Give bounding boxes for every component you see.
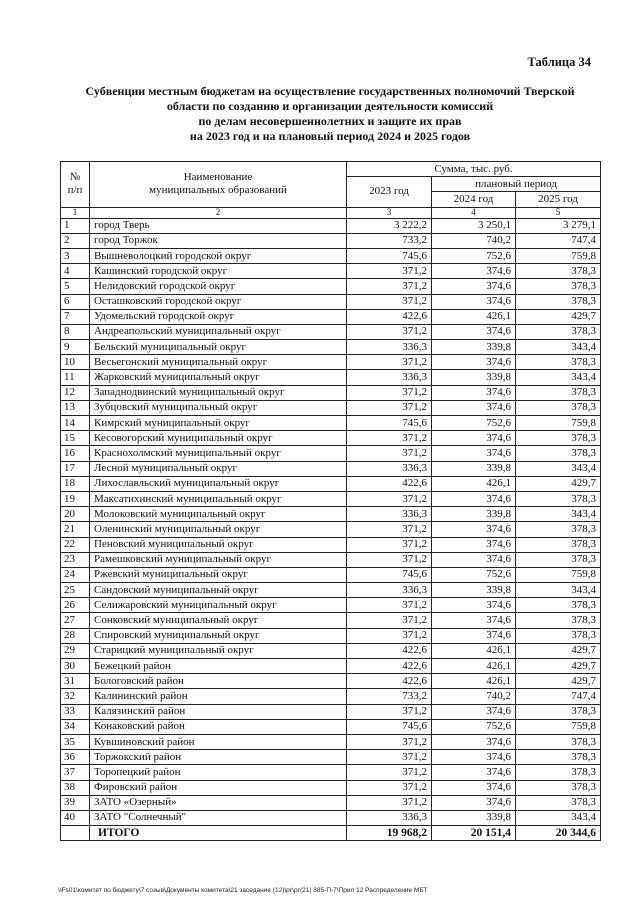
table-row [61,431,601,446]
total-2023: 19 968,2 [347,826,432,841]
municipality-name: Рамешковский муниципальный округ [90,552,347,567]
amount-2025: 378,3 [516,431,601,446]
amount-2023: 371,2 [347,400,432,415]
amount-2025: 429,7 [516,309,601,324]
table-row [61,233,601,248]
row-number: 38 [61,780,90,795]
municipality-name: Бельский муниципальный округ [90,340,347,355]
row-number: 28 [61,628,90,643]
row-number: 20 [61,507,90,522]
amount-2025: 378,3 [516,294,601,309]
amount-2023: 422,6 [347,659,432,674]
municipality-name: Сандовский муниципальный округ [90,583,347,598]
amount-2023: 336,3 [347,370,432,385]
amount-2024: 426,1 [432,659,516,674]
document-title [40,84,620,144]
row-number: 22 [61,537,90,552]
amount-2024: 374,6 [432,598,516,613]
amount-2024: 374,6 [432,734,516,749]
table-row [61,340,601,355]
row-number: 37 [61,765,90,780]
amount-2024: 374,6 [432,613,516,628]
municipality-name: Кесовогорский муниципальный округ [90,431,347,446]
column-number: 4 [432,207,516,218]
amount-2023: 733,2 [347,233,432,248]
table-row [61,400,601,415]
column-number: 3 [347,207,432,218]
amount-2023: 371,2 [347,734,432,749]
file-path-footer: \\Fs01\комитет по бюджету\7 созыв\Документы комитета\21 заседание (12)\рг\рг(21) 385-П-7\Прил 12 Распределение МБТ [58,887,428,894]
amount-2023: 371,2 [347,750,432,765]
amount-2024: 374,6 [432,264,516,279]
municipality-name: Лихославльский муниципальный округ [90,476,347,491]
table-row [61,218,601,233]
amount-2025: 343,4 [516,340,601,355]
amount-2025: 343,4 [516,810,601,825]
amount-2024: 374,6 [432,795,516,810]
amount-2024: 339,8 [432,340,516,355]
table-row [61,279,601,294]
title-line: области по созданию и организации деятельности комиссий [166,99,494,113]
amount-2023: 371,2 [347,628,432,643]
header-name-line2: муниципальных образований [149,184,287,197]
amount-2023: 371,2 [347,264,432,279]
row-number: 27 [61,613,90,628]
amount-2023: 422,6 [347,643,432,658]
amount-2023: 371,2 [347,446,432,461]
amount-2024: 374,6 [432,446,516,461]
row-number: 4 [61,264,90,279]
amount-2023: 745,6 [347,719,432,734]
amount-2023: 371,2 [347,491,432,506]
amount-2024: 374,6 [432,537,516,552]
table-row [61,750,601,765]
total-row [61,826,601,841]
municipality-name: Кимрский муниципальный округ [90,416,347,431]
row-number: 24 [61,567,90,582]
municipality-name: Ржевский муниципальный округ [90,567,347,582]
table-row [61,491,601,506]
amount-2025: 378,3 [516,750,601,765]
header-name [90,162,347,208]
row-number: 25 [61,583,90,598]
table-number-label: Таблица 34 [527,55,591,69]
municipality-name: Селижаровский муниципальный округ [90,598,347,613]
amount-2025: 378,3 [516,279,601,294]
municipality-name: Вышневолоцкий городской округ [90,248,347,263]
amount-2025: 343,4 [516,461,601,476]
amount-2024: 374,6 [432,704,516,719]
row-number: 35 [61,734,90,749]
table-row [61,598,601,613]
amount-2025: 378,3 [516,795,601,810]
table-row [61,324,601,339]
municipality-name: Краснохолмский муниципальный округ [90,446,347,461]
table-row [61,309,601,324]
amount-2024: 752,6 [432,248,516,263]
amount-2025: 747,4 [516,233,601,248]
municipality-name: Калязинский район [90,704,347,719]
amount-2023: 336,3 [347,340,432,355]
amount-2025: 759,8 [516,248,601,263]
municipality-name: Осташковский городской округ [90,294,347,309]
total-2025: 20 344,6 [516,826,601,841]
amount-2024: 374,6 [432,765,516,780]
amount-2024: 374,6 [432,522,516,537]
amount-2024: 752,6 [432,719,516,734]
amount-2023: 336,3 [347,507,432,522]
amount-2023: 3 222,2 [347,218,432,233]
municipality-name: Лесной муниципальный округ [90,461,347,476]
amount-2024: 374,6 [432,780,516,795]
amount-2023: 371,2 [347,279,432,294]
amount-2023: 336,3 [347,461,432,476]
amount-2025: 759,8 [516,719,601,734]
title-line: по делам несовершеннолетних и защите их прав [198,114,462,128]
amount-2025: 378,3 [516,613,601,628]
row-number: 14 [61,416,90,431]
amount-2025: 378,3 [516,537,601,552]
amount-2024: 374,6 [432,552,516,567]
amount-2024: 339,8 [432,583,516,598]
header-number-line2: п/п [67,184,83,197]
amount-2023: 371,2 [347,765,432,780]
table-row [61,567,601,582]
amount-2023: 371,2 [347,385,432,400]
table-row [61,780,601,795]
amount-2023: 336,3 [347,583,432,598]
table-row [61,643,601,658]
amount-2025: 378,3 [516,400,601,415]
column-number: 1 [61,207,90,218]
municipality-name: Торопецкий район [90,765,347,780]
amount-2023: 371,2 [347,780,432,795]
amount-2024: 374,6 [432,628,516,643]
amount-2023: 336,3 [347,810,432,825]
municipality-name: Удомельский городской округ [90,309,347,324]
amount-2025: 378,3 [516,522,601,537]
table-row [61,522,601,537]
amount-2024: 374,6 [432,294,516,309]
amount-2024: 374,6 [432,324,516,339]
table-row [61,552,601,567]
municipality-name: Бежецкий район [90,659,347,674]
row-number: 39 [61,795,90,810]
municipality-name: Фировский район [90,780,347,795]
table-row [61,416,601,431]
municipality-name: Западнодвинский муниципальный округ [90,385,347,400]
row-number: 40 [61,810,90,825]
row-number: 7 [61,309,90,324]
amount-2025: 378,3 [516,355,601,370]
row-number: 21 [61,522,90,537]
table-row [61,476,601,491]
amount-2025: 378,3 [516,491,601,506]
amount-2023: 745,6 [347,248,432,263]
table-row [61,689,601,704]
row-number: 18 [61,476,90,491]
total-2024: 20 151,4 [432,826,516,841]
amount-2023: 371,2 [347,795,432,810]
amount-2023: 422,6 [347,674,432,689]
table-row [61,628,601,643]
table-row [61,461,601,476]
header-2024: 2024 год [432,192,516,207]
amount-2024: 426,1 [432,476,516,491]
amount-2023: 371,2 [347,704,432,719]
amount-2024: 374,6 [432,279,516,294]
row-number: 34 [61,719,90,734]
column-number: 5 [516,207,601,218]
municipality-name: город Тверь [90,218,347,233]
row-number: 12 [61,385,90,400]
municipality-name: Андреапольский муниципальный округ [90,324,347,339]
row-number: 23 [61,552,90,567]
municipality-name: Максатихинский муниципальный округ [90,491,347,506]
amount-2024: 3 250,1 [432,218,516,233]
amount-2025: 378,3 [516,734,601,749]
amount-2025: 378,3 [516,628,601,643]
amount-2023: 745,6 [347,416,432,431]
table-row [61,674,601,689]
amount-2023: 371,2 [347,355,432,370]
amount-2024: 339,8 [432,461,516,476]
header-sum: Сумма, тыс. руб. [347,162,601,177]
amount-2023: 371,2 [347,431,432,446]
table-row [61,583,601,598]
amount-2025: 378,3 [516,552,601,567]
table-row [61,704,601,719]
row-number: 1 [61,218,90,233]
amount-2024: 752,6 [432,567,516,582]
municipality-name: ЗАТО «Озерный» [90,795,347,810]
amount-2023: 371,2 [347,598,432,613]
table-row [61,264,601,279]
municipality-name: город Торжок [90,233,347,248]
amount-2024: 740,2 [432,233,516,248]
table-row [61,355,601,370]
title-line: Субвенции местным бюджетам на осуществление государственных полномочий Тверской [85,84,575,98]
amount-2024: 752,6 [432,416,516,431]
row-number: 31 [61,674,90,689]
amount-2025: 378,3 [516,385,601,400]
amount-2023: 371,2 [347,552,432,567]
table-row [61,370,601,385]
amount-2025: 759,8 [516,567,601,582]
total-label: ИТОГО [90,826,347,841]
municipality-name: Молоковский муниципальный округ [90,507,347,522]
amount-2023: 422,6 [347,476,432,491]
row-number: 11 [61,370,90,385]
table-row [61,795,601,810]
amount-2025: 378,3 [516,780,601,795]
amount-2024: 426,1 [432,309,516,324]
amount-2024: 426,1 [432,674,516,689]
table-row [61,537,601,552]
amount-2025: 429,7 [516,659,601,674]
amount-2024: 339,8 [432,810,516,825]
municipality-name: Торжокский район [90,750,347,765]
amount-2025: 378,3 [516,264,601,279]
amount-2023: 371,2 [347,522,432,537]
amount-2023: 422,6 [347,309,432,324]
header-number [61,162,90,208]
municipality-name: Нелидовский городской округ [90,279,347,294]
row-number: 19 [61,491,90,506]
table-row [61,507,601,522]
amount-2025: 343,4 [516,507,601,522]
table-row [61,765,601,780]
amount-2025: 747,4 [516,689,601,704]
amount-2024: 339,8 [432,507,516,522]
municipality-name: Весьегонский муниципальный округ [90,355,347,370]
row-number: 15 [61,431,90,446]
header-name-line1: Наименование [183,171,253,184]
amount-2025: 343,4 [516,583,601,598]
subventions-table [60,161,601,841]
header-2025: 2025 год [516,192,601,207]
title-line: на 2023 год и на плановый период 2024 и 2025 годов [189,129,471,143]
amount-2023: 371,2 [347,537,432,552]
amount-2024: 374,6 [432,750,516,765]
amount-2025: 429,7 [516,476,601,491]
municipality-name: Жарковский муниципальный округ [90,370,347,385]
row-number: 17 [61,461,90,476]
municipality-name: Конаковский район [90,719,347,734]
column-number: 2 [90,207,347,218]
amount-2025: 3 279,1 [516,218,601,233]
row-number: 29 [61,643,90,658]
row-number: 32 [61,689,90,704]
municipality-name: Спировский муниципальный округ [90,628,347,643]
amount-2024: 374,6 [432,431,516,446]
amount-2025: 378,3 [516,765,601,780]
municipality-name: Оленинский муниципальный округ [90,522,347,537]
total-empty-cell [61,826,90,841]
amount-2024: 374,6 [432,400,516,415]
table-row [61,719,601,734]
municipality-name: Сонковский муниципальный округ [90,613,347,628]
amount-2023: 733,2 [347,689,432,704]
row-number: 30 [61,659,90,674]
amount-2025: 429,7 [516,674,601,689]
amount-2023: 371,2 [347,324,432,339]
row-number: 16 [61,446,90,461]
amount-2025: 343,4 [516,370,601,385]
table-row [61,385,601,400]
row-number: 26 [61,598,90,613]
municipality-name: Бологовский район [90,674,347,689]
row-number: 10 [61,355,90,370]
table-row [61,613,601,628]
amount-2025: 429,7 [516,643,601,658]
row-number: 13 [61,400,90,415]
amount-2023: 371,2 [347,613,432,628]
amount-2025: 759,8 [516,416,601,431]
table-row [61,446,601,461]
municipality-name: Пеновский муниципальный округ [90,537,347,552]
row-number: 8 [61,324,90,339]
table-row [61,810,601,825]
amount-2025: 378,3 [516,704,601,719]
row-number: 36 [61,750,90,765]
row-number: 33 [61,704,90,719]
row-number: 9 [61,340,90,355]
amount-2024: 426,1 [432,643,516,658]
municipality-name: Кашинский городской округ [90,264,347,279]
table-row [61,659,601,674]
amount-2025: 378,3 [516,446,601,461]
table-row [61,294,601,309]
municipality-name: ЗАТО "Солнечный" [90,810,347,825]
row-number: 3 [61,248,90,263]
row-number: 2 [61,233,90,248]
municipality-name: Зубцовский муниципальный округ [90,400,347,415]
table-row [61,734,601,749]
municipality-name: Кувшиновский район [90,734,347,749]
municipality-name: Старицкий муниципальный округ [90,643,347,658]
header-2023: 2023 год [347,177,432,207]
amount-2024: 374,6 [432,491,516,506]
amount-2025: 378,3 [516,324,601,339]
amount-2024: 339,8 [432,370,516,385]
municipality-name: Калининский район [90,689,347,704]
amount-2024: 374,6 [432,355,516,370]
amount-2024: 374,6 [432,385,516,400]
row-number: 6 [61,294,90,309]
row-number: 5 [61,279,90,294]
amount-2024: 740,2 [432,689,516,704]
amount-2023: 745,6 [347,567,432,582]
amount-2023: 371,2 [347,294,432,309]
header-number-line1: № [69,171,81,184]
header-planned-period: плановый период [432,177,601,192]
amount-2025: 378,3 [516,598,601,613]
table-row [61,248,601,263]
